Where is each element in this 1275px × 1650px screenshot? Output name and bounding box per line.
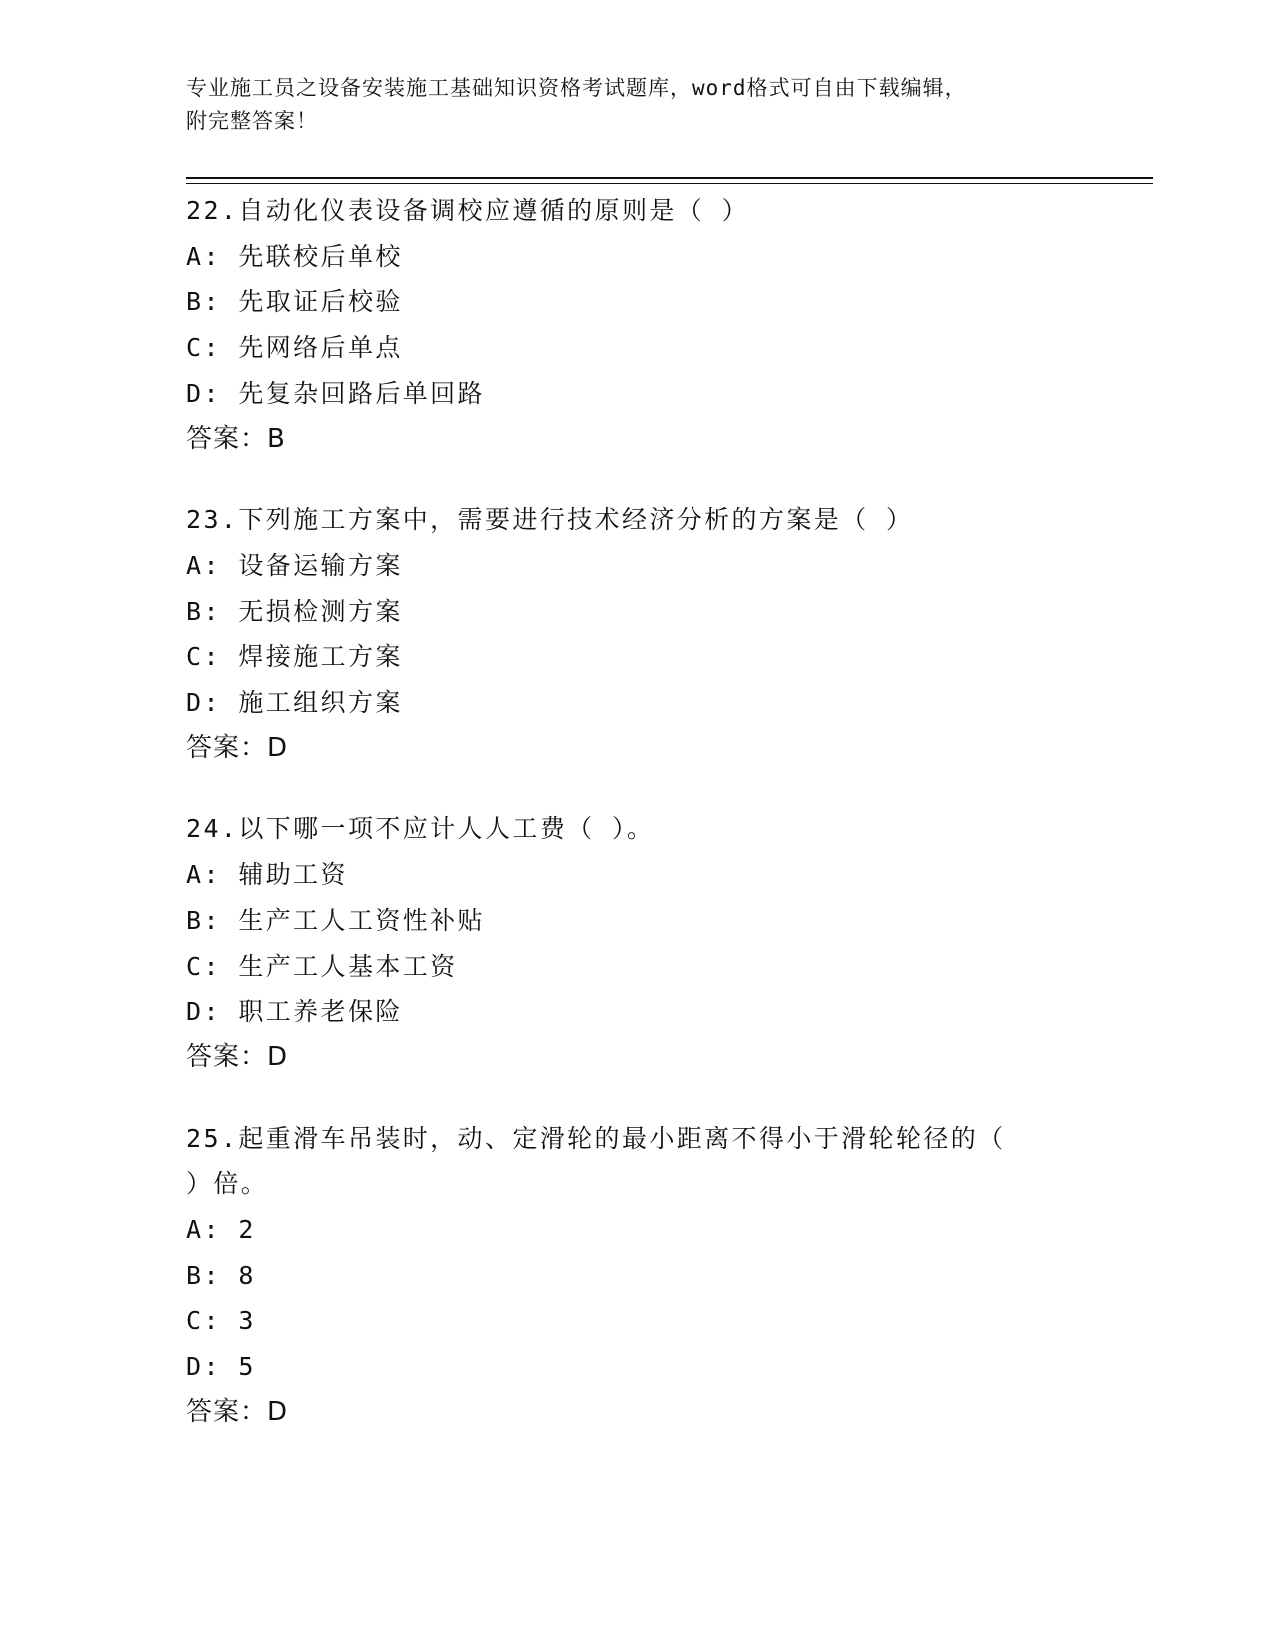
header-line-2: 附完整答案！ [186,109,318,133]
option-b: B: 先取证后校验 [186,287,403,317]
question-22 [186,188,1086,462]
question-stem: 23.下列施工方案中，需要进行技术经济分析的方案是（ ） [186,505,914,535]
option-d: D: 5 [186,1352,256,1382]
option-b: B: 8 [186,1260,256,1290]
document-header [186,72,1086,138]
answer-label: 答案：B [186,423,286,454]
question-25 [186,1116,1086,1436]
option-b: B: 无损检测方案 [186,596,403,626]
option-d: D: 先复杂回路后单回路 [186,378,485,408]
header-divider-thin [186,183,1153,184]
option-d: D: 职工养老保险 [186,997,403,1027]
answer-label: 答案：D [186,1041,289,1072]
option-d: D: 施工组织方案 [186,688,403,718]
question-24 [186,806,1086,1080]
header-divider-thick [186,177,1153,179]
option-a: A: 2 [186,1215,256,1245]
answer-label: 答案：D [186,1396,289,1427]
header-line-1: 专业施工员之设备安装施工基础知识资格考试题库，word格式可自由下载编辑， [186,76,967,100]
option-b: B: 生产工人工资性补贴 [186,905,485,935]
option-c: C: 生产工人基本工资 [186,951,458,981]
option-a: A: 设备运输方案 [186,550,403,580]
option-a: A: 辅助工资 [186,860,348,890]
question-stem: 22.自动化仪表设备调校应遵循的原则是（ ） [186,196,750,225]
question-stem-line-1: 25.起重滑车吊装时，动、定滑轮的最小距离不得小于滑轮轮径的（ [186,1123,1006,1153]
question-stem: 24.以下哪一项不应计人人工费（ ）。 [186,814,655,844]
question-23 [186,497,1086,771]
option-c: C: 焊接施工方案 [186,642,403,672]
answer-label: 答案：D [186,732,289,763]
question-list [186,188,1086,1471]
option-c: C: 3 [186,1306,256,1336]
option-c: C: 先网络后单点 [186,333,403,363]
question-stem-line-2: ）倍。 [186,1169,269,1199]
option-a: A: 先联校后单校 [186,241,403,271]
